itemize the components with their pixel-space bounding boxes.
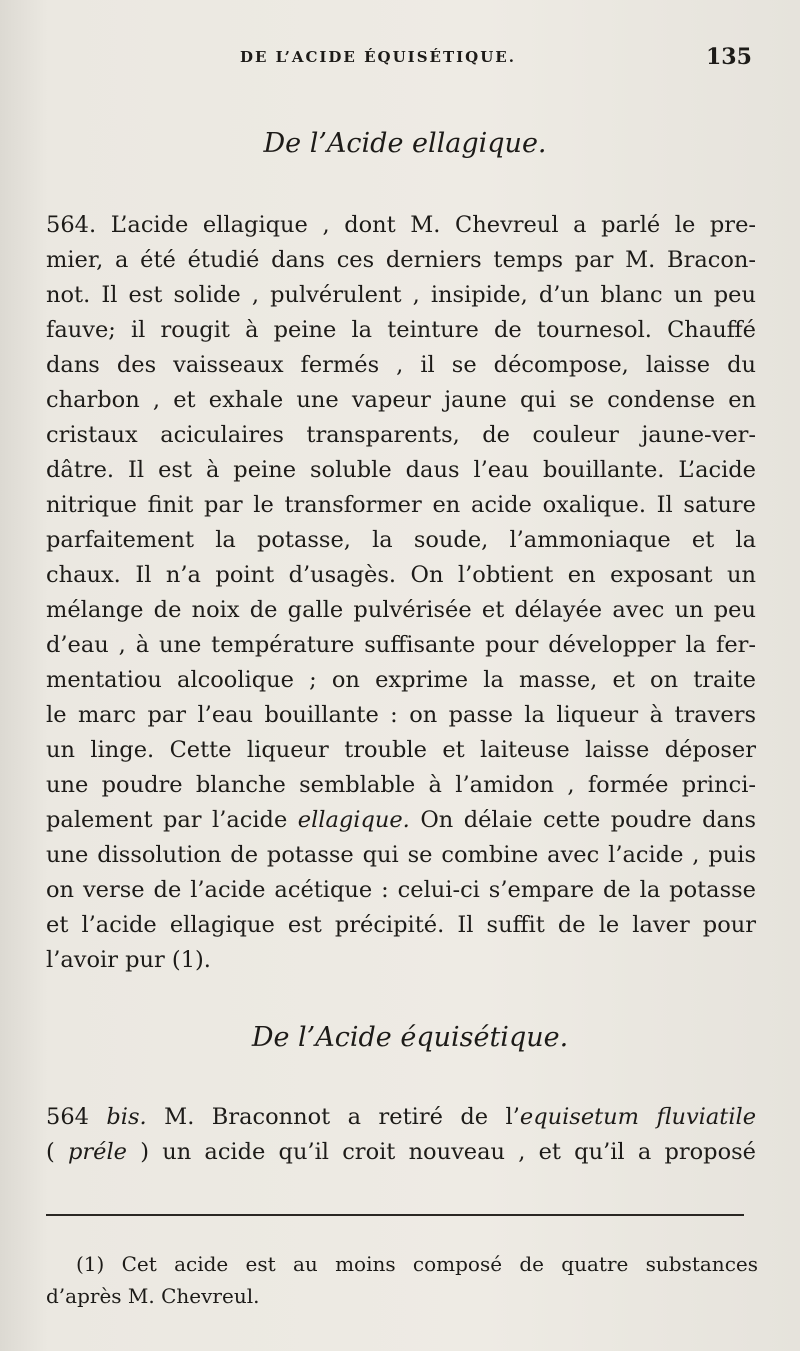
page-header (0, 44, 800, 78)
italic-term: ellagique. (297, 807, 410, 833)
paragraph-number: 564. (46, 212, 97, 238)
italic-term: préle (68, 1139, 127, 1165)
italic-term: equisetum fluviatile (519, 1104, 757, 1130)
text-line: dâtre. Il est à peine soluble daus l’eau bouillante. L’acide (46, 457, 756, 483)
text-line: chaux. Il n’a point d’usagès. On l’obtient en exposant un (46, 562, 756, 588)
text-line: nitrique finit par le transformer en acide oxalique. Il sature (46, 492, 756, 518)
paragraph-number: 564 (46, 1104, 89, 1130)
footnote-divider (46, 1214, 744, 1216)
text-line: dans des vaisseaux fermés , il se décompose, laisse du (46, 352, 756, 378)
text-line: 564. L’acide ellagique , dont M. Chevreul a parlé le pre- (46, 212, 756, 238)
running-title: DE L’ACIDE ÉQUISÉTIQUE. (240, 48, 516, 66)
text-line: le marc par l’eau bouillante : on passe la liqueur à travers (46, 702, 756, 728)
text-line: l’avoir pur (1). (46, 947, 211, 973)
text-line: fauve; il rougit à peine la teinture de tournesol. Chauffé (46, 317, 756, 343)
paragraph-564-bis (46, 1100, 756, 1170)
page-number: 135 (706, 44, 752, 70)
text-line: une dissolution de potasse qui se combine avec l’acide , puis (46, 842, 756, 868)
text-line: parfaitement la potasse, la soude, l’ammoniaque et la (46, 527, 756, 553)
text-line: ( préle ) un acide qu’il croit nouveau , et qu’il a proposé (46, 1139, 756, 1165)
text-line: une poudre blanche semblable à l’amidon , formée princi- (46, 772, 756, 798)
footnote-line: d’après M. Chevreul. (46, 1284, 260, 1308)
text-line: mier, a été étudié dans ces derniers temps par M. Bracon- (46, 247, 756, 273)
text-line: on verse de l’acide acétique : celui-ci s’empare de la potasse (46, 877, 756, 903)
footnote (46, 1248, 758, 1312)
footnote-line: (1) Cet acide est au moins composé de quatre substances (76, 1252, 758, 1276)
text-line: et l’acide ellagique est précipité. Il suffit de le laver pour (46, 912, 756, 938)
text-line: 564 bis. M. Braconnot a retiré de l’equisetum fluviatile (46, 1104, 757, 1130)
text-line: cristaux aciculaires transparents, de couleur jaune-ver- (46, 422, 756, 448)
text-line: un linge. Cette liqueur trouble et laiteuse laisse déposer (46, 737, 756, 763)
text-line: mentatiou alcoolique ; on exprime la masse, et on traite (46, 667, 756, 693)
text-line: d’eau , à une température suffisante pour développer la fer- (46, 632, 756, 658)
text-line: not. Il est solide , pulvérulent , insipide, d’un blanc un peu (46, 282, 756, 308)
section-heading-equisetique: De l’Acide équisétique. (251, 1022, 569, 1053)
paragraph-564 (46, 208, 756, 978)
text-line: charbon , et exhale une vapeur jaune qui se condense en (46, 387, 756, 413)
section-heading-ellagique: De l’Acide ellagique. (263, 128, 547, 159)
text-line: palement par l’acide ellagique. On délaie cette poudre dans (46, 807, 757, 833)
text-line: mélange de noix de galle pulvérisée et délayée avec un peu (46, 597, 756, 623)
bis-label: bis. (106, 1104, 147, 1130)
